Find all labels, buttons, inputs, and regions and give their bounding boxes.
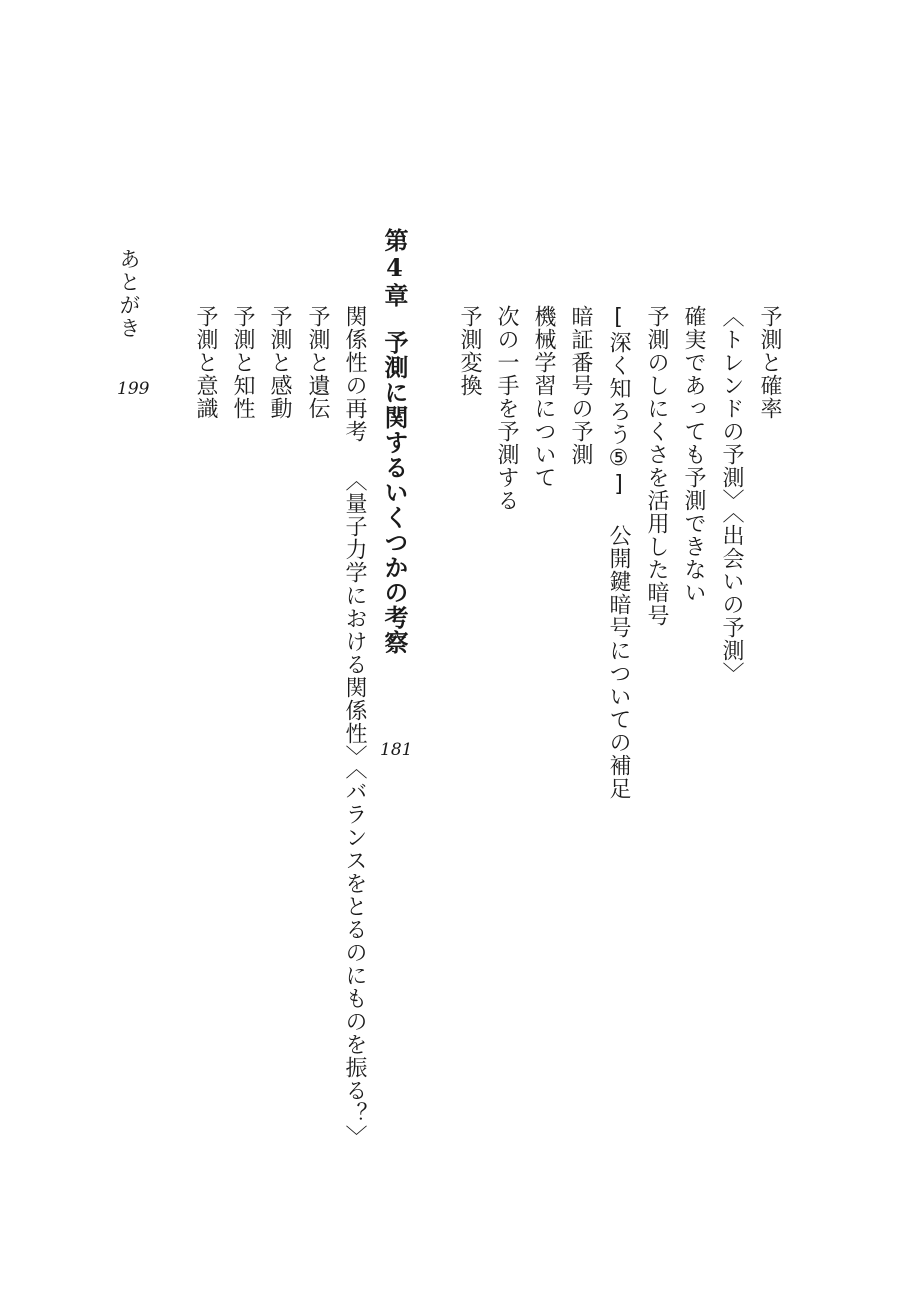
toc-item: 次の一手を予測する <box>494 305 519 512</box>
chapter-page-number: 181 <box>380 740 413 760</box>
toc-item: 予測と確率 <box>757 305 782 420</box>
toc-item: 機械学習について <box>531 305 556 489</box>
toc-item: [深く知ろう⑤] 公開鍵暗号についての補足 <box>606 305 631 800</box>
chapter-title: 予測に関するいくつかの考察 <box>380 330 409 655</box>
chapter-heading <box>380 228 409 655</box>
afterword-title: あとがき <box>117 248 141 340</box>
toc-item: 暗証番号の予測 <box>568 305 593 466</box>
toc-item: 予測のしにくさを活用した暗号 <box>644 305 669 627</box>
toc-item: 予測変換 <box>457 305 482 397</box>
toc-item: 関係性の再考 〈量子力学における関係性〉〈バランスをとるのにものを振る？〉 <box>342 305 367 1148</box>
toc-item: 予測と遺伝 <box>305 305 330 420</box>
toc-item: 予測と知性 <box>230 305 255 420</box>
toc-item: 確実であっても予測できない <box>681 305 706 604</box>
afterword-page-number: 199 <box>117 379 150 399</box>
chapter-label: 第4章 <box>380 228 409 308</box>
toc-item: 予測と意識 <box>193 305 218 420</box>
toc-item: 予測と感動 <box>267 305 292 420</box>
toc-item: 〈トレンドの予測〉〈出会いの予測〉 <box>719 305 744 685</box>
